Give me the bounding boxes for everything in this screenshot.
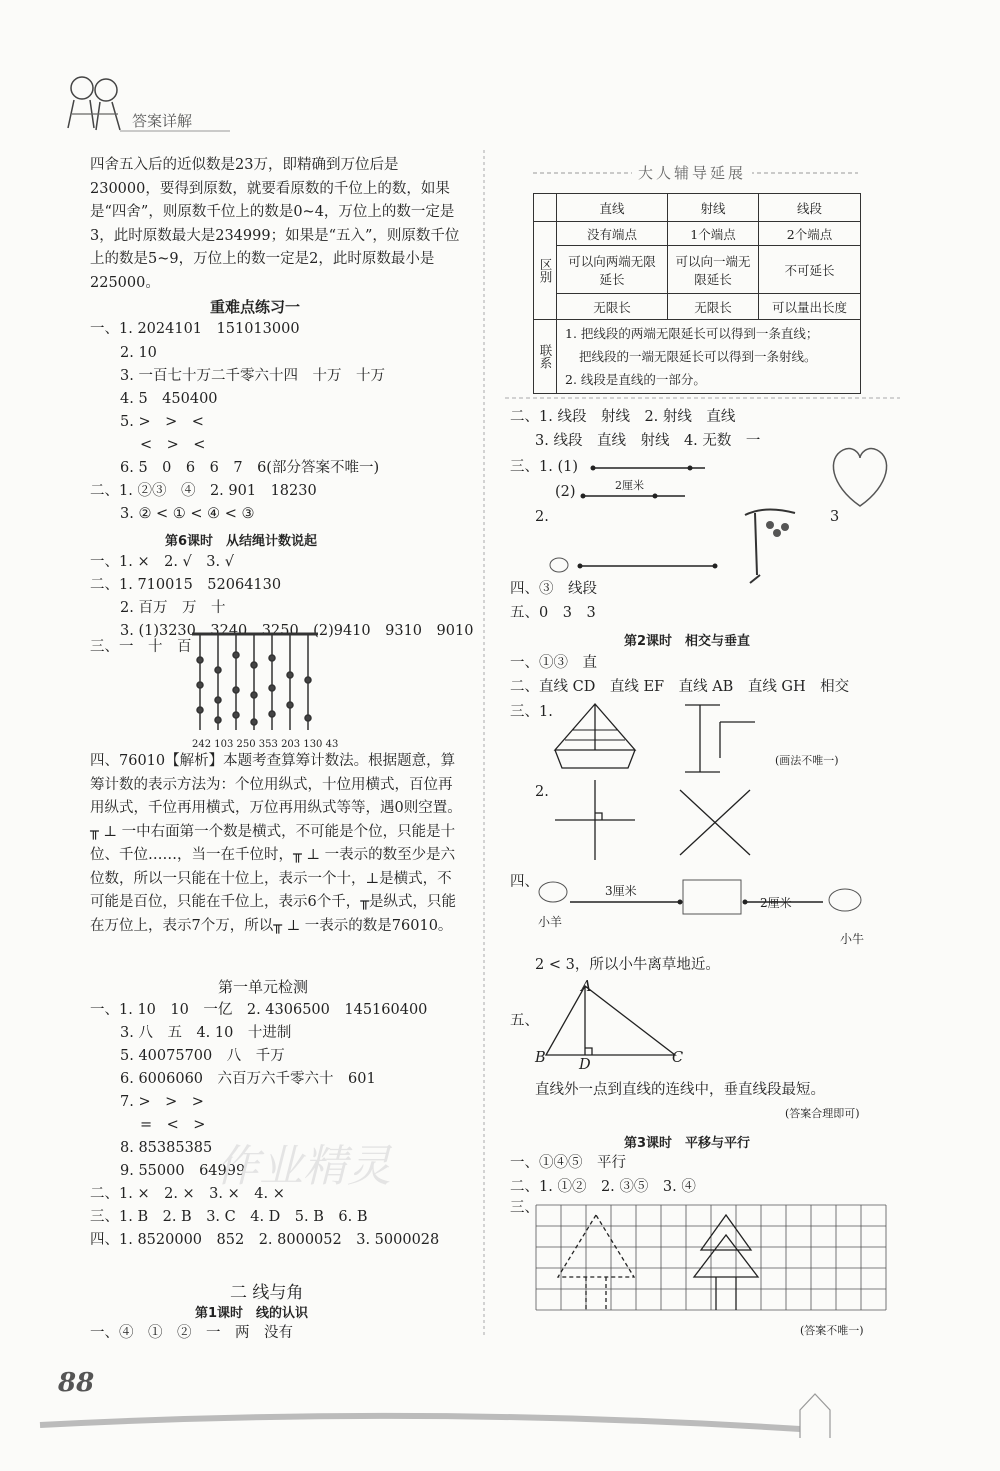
segment-drawing	[590, 462, 720, 474]
animal-label: 小羊	[538, 915, 563, 929]
cross-figure	[550, 775, 650, 865]
answer-line: (2)	[555, 484, 576, 500]
column-divider	[483, 150, 487, 1340]
answer-line: 3	[830, 509, 840, 525]
answer-line: 3. 一百七十万二千零六十四 十万 十万	[120, 368, 385, 384]
answer-line: 四、	[510, 874, 539, 890]
answer-line: 2 < 3，所以小牛离草地近。	[535, 957, 720, 973]
answer-line: 三、1.	[510, 704, 553, 720]
answer-line: 5. > > <	[120, 414, 204, 430]
answer-line: 3. ② < ① < ④ < ③	[120, 506, 255, 522]
answer-line: 9. 55000 64999	[120, 1163, 246, 1179]
triangle-figure	[540, 980, 690, 1065]
section-title: 重难点练习一	[210, 298, 301, 316]
answer-line: 3. 线段 直线 射线 4. 无数 一	[535, 433, 761, 449]
col-header: 线段	[759, 194, 861, 222]
note: (答案不唯一)	[800, 1324, 864, 1337]
answer-line: 5. 40075700 八 千万	[120, 1048, 285, 1064]
grid-figure	[536, 1205, 892, 1320]
rope-labels: 242 103 250 353 203 130 43	[192, 739, 339, 750]
answer-line: 一、①③ 直	[510, 655, 597, 671]
header-rule	[120, 130, 240, 134]
table-cell: 没有端点	[557, 222, 668, 246]
table-cell: 可以向一端无限延长	[668, 246, 759, 294]
answer-line: 6. 5 0 6 6 7 6(部分答案不唯一)	[120, 460, 380, 476]
col-header: 射线	[668, 194, 759, 222]
answer-line: 2. 10	[120, 345, 157, 361]
point-label: D	[579, 1057, 591, 1073]
explanation-paragraph: 四、76010【解析】本题考查算筹计数法。根据题意，算筹计数的表示方法为：个位用纵式，十位用横式，百位再用纵式，千位再用横式，万位再用纵式等等，遇0则空置。╥ ⊥ 一中右面第一个数是横式，不可能是个位，只能是十位、千位……，当一在千位时，╥ ⊥ 一表示的数至少是六位数，所以一只能在十位上，表示一个十，⊥是横式，不可能是百位，只能在千位上，表示6个千，╥是纵式，只能在万位上，表示7个万，所以╥ ⊥ 一表示的数是76010。	[90, 753, 462, 934]
answer-line: 二、1. 线段 射线 2. 射线 直线	[510, 409, 736, 425]
answer-line: 四、1. 8520000 852 2. 8000052 3. 5000028	[90, 1232, 440, 1248]
row-label: 区别	[534, 222, 557, 320]
boat-figure	[550, 700, 650, 775]
answer-line: 二、1. × 2. × 3. × 4. ×	[90, 1186, 285, 1202]
answer-line: 一、1. × 2. √ 3. √	[90, 554, 234, 570]
answer-line: 三、1. B 2. B 3. C 4. D 5. B 6. B	[90, 1209, 368, 1225]
answer-line: 二、直线 CD 直线 EF 直线 AB 直线 GH 相交	[510, 679, 850, 695]
animal-label: 小牛	[840, 932, 865, 946]
length-label: 2厘米	[615, 479, 644, 492]
lesson-title: 第3课时 平移与平行	[624, 1136, 751, 1151]
watermark: 作业精灵	[215, 1141, 391, 1192]
answer-line: 3. (1)3230 3240 3250 (2)9410 9310 9010	[120, 623, 474, 639]
perpendicular-figure	[680, 700, 760, 780]
link-line: 2. 线段是直线的一部分。	[565, 372, 706, 387]
page-number: 88	[58, 1368, 95, 1398]
lesson-title: 第6课时 从结绳计数说起	[165, 534, 318, 549]
table-cell: 无限长	[668, 294, 759, 320]
lesson-title: 第2课时 相交与垂直	[624, 634, 751, 649]
comparison-table	[533, 193, 861, 394]
answer-line: 三、1. (1)	[510, 459, 578, 475]
row-label: 联系	[534, 320, 557, 394]
box-title: 大人辅导延展	[632, 162, 752, 183]
box-bottom-rule	[505, 396, 905, 400]
answer-line: = < >	[140, 1117, 206, 1133]
answer-line: 6. 6006060 六百万六千零六十 601	[120, 1071, 376, 1087]
distance-label: 2厘米	[760, 896, 792, 910]
answer-line: 四、③ 线段	[510, 581, 597, 597]
answer-line: 二、1. ②③ ④ 2. 901 18230	[90, 483, 317, 499]
answer-line: 2. 百万 万 十	[120, 600, 226, 616]
heart-sticker	[825, 440, 895, 510]
grape-vine-scene	[545, 505, 825, 585]
answer-line: 3. 八 五 4. 10 十进制	[120, 1025, 292, 1041]
link-line: 1. 把线段的两端无限延长可以得到一条直线；	[565, 326, 819, 341]
answer-line: 三、	[510, 1200, 539, 1216]
answer-line: 五、	[510, 1013, 539, 1029]
answer-line: 2.	[535, 784, 549, 800]
sheep-cow-scene	[535, 870, 885, 930]
answer-line: 三、一 十 百	[90, 639, 192, 655]
table-cell: 可以量出长度	[759, 294, 861, 320]
col-header: 直线	[557, 194, 668, 222]
answer-line: 一、1. 2024101 151013000	[90, 321, 300, 337]
section-title: 第一单元检测	[218, 978, 309, 996]
answer-line: 直线外一点到直线的连线中，垂直线段最短。	[535, 1082, 825, 1098]
table-cell: 不可延长	[759, 246, 861, 294]
answer-line: 一、①④⑤ 平行	[510, 1155, 626, 1171]
kids-illustration	[60, 72, 130, 134]
answer-line: 五、0 3 3	[510, 605, 596, 621]
note: (画法不唯一)	[775, 754, 839, 767]
answer-line: 一、④ ① ② 一 两 没有	[90, 1325, 293, 1341]
answer-line: < > <	[140, 437, 206, 453]
footer-swoosh	[0, 1395, 820, 1435]
point-label: A	[581, 979, 592, 995]
lesson-title: 第1课时 线的认识	[195, 1306, 309, 1321]
link-line: 把线段的一端无限延长可以得到一条射线。	[579, 349, 817, 364]
note: (答案合理即可)	[785, 1107, 860, 1120]
answer-line: 7. > > >	[120, 1094, 204, 1110]
ray-drawing	[580, 490, 690, 502]
knotted-rope-diagram	[190, 630, 325, 740]
answer-line: 二、1. ①② 2. ③⑤ 3. ④	[510, 1179, 696, 1195]
table-cell: 无限长	[557, 294, 668, 320]
table-cell: 1个端点	[668, 222, 759, 246]
castle-decoration	[790, 1390, 850, 1440]
unit-title: 二 线与角	[230, 1283, 304, 1303]
explanation-paragraph: 四舍五入后的近似数是23万，即精确到万位后是230000，要得到原数，就要看原数的千位上的数，如果是“四舍”，则原数千位上的数是0~4，万位上的数一定是3，此时原数最大是234999；如果是“五入”，则原数千位上的数是5~9，万位上的数一定是2，此时原数最小是225000。	[90, 157, 460, 291]
answer-line: 8. 85385385	[120, 1140, 213, 1156]
table-cell: 可以向两端无限延长	[557, 246, 668, 294]
header-title: 答案详解	[132, 112, 193, 130]
distance-label: 3厘米	[605, 884, 637, 898]
point-label: B	[535, 1050, 546, 1066]
x-figure	[675, 785, 755, 860]
answer-line: 二、1. 710015 52064130	[90, 577, 282, 593]
point-label: C	[672, 1050, 684, 1066]
answer-line: 4. 5 450400	[120, 391, 218, 407]
table-cell: 2个端点	[759, 222, 861, 246]
answer-line: 一、1. 10 10 一亿 2. 4306500 145160400	[90, 1002, 428, 1018]
answer-line: 2.	[535, 509, 549, 525]
